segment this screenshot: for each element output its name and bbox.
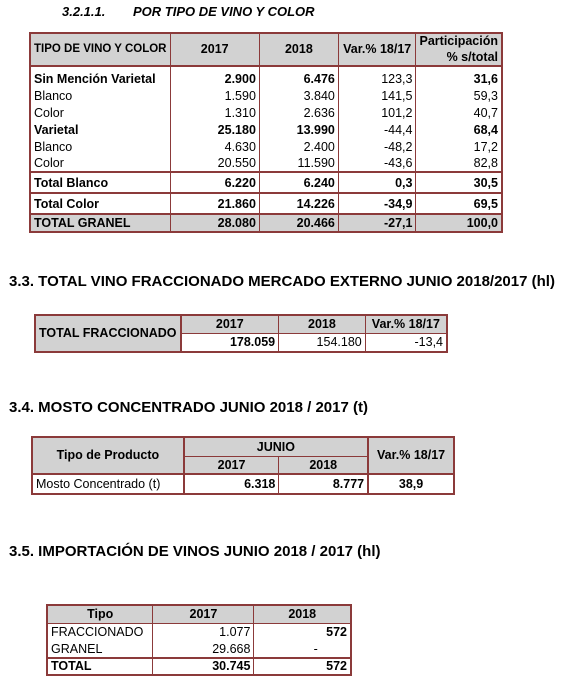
fractionated-var: -13,4 [414, 335, 443, 349]
table-row [30, 104, 502, 121]
row-2017: 4.630 [170, 138, 259, 155]
imports-row-label: FRACCIONADO [47, 623, 153, 641]
row-label: Blanco [30, 87, 170, 104]
row-part: 59,3 [473, 88, 498, 103]
grand-total-2017: 28.080 [170, 214, 259, 232]
imports-total-2018: 572 [326, 659, 347, 674]
imports-table [46, 604, 352, 676]
fractionated-header-var: Var.% 18/17 [365, 315, 447, 333]
header-participation-line2: % s/total [446, 49, 498, 64]
total-label: Total Blanco [30, 172, 170, 193]
imports-row-2018: 572 [326, 625, 347, 639]
row-label: Sin Mención Varietal [30, 70, 170, 87]
grand-total-label: TOTAL GRANEL [30, 214, 170, 232]
grand-total-2018: 20.466 [259, 214, 338, 232]
must-row-label: Mosto Concentrado (t) [32, 474, 184, 494]
header-participation-line1: Participación [419, 34, 498, 48]
row-2018: 2.400 [259, 138, 338, 155]
fractionated-header-2017: 2017 [181, 315, 279, 333]
row-label: Color [30, 104, 170, 121]
imports-total-label: TOTAL [47, 658, 153, 675]
must-header-2018: 2018 [279, 456, 368, 474]
row-2017: 20.550 [170, 155, 259, 172]
grand-total-var: -27,1 [338, 214, 416, 232]
header-2017: 2017 [170, 33, 259, 66]
imports-total-row [47, 658, 351, 675]
row-part: 40,7 [473, 105, 498, 120]
must-header-var: Var.% 18/17 [376, 448, 446, 463]
row-2017: 25.180 [170, 121, 259, 138]
table-row [47, 641, 351, 658]
row-part: 68,4 [473, 122, 498, 137]
must-header-product: Tipo de Producto [32, 437, 184, 474]
must-row-2017: 6.318 [184, 474, 279, 494]
row-var: 141,5 [338, 87, 416, 104]
section-3211-title: POR TIPO DE VINO Y COLOR [133, 4, 315, 19]
row-label: Color [30, 155, 170, 172]
header-wine-type: TIPO DE VINO Y COLOR [30, 33, 170, 66]
total-part: 30,5 [473, 175, 498, 190]
row-label: Varietal [30, 121, 170, 138]
row-var: 123,3 [338, 70, 416, 87]
row-2017: 1.590 [170, 87, 259, 104]
grand-total-part: 100,0 [466, 216, 498, 230]
must-header-group: JUNIO [184, 437, 368, 456]
row-2018: 2.636 [259, 104, 338, 121]
must-row [32, 474, 454, 494]
wine-type-color-table [29, 32, 503, 233]
section-35-title: 3.5. IMPORTACIÓN DE VINOS JUNIO 2018 / 2017 (hl) [9, 543, 381, 560]
total-row [30, 172, 502, 193]
table-row [30, 155, 502, 172]
fractionated-2018: 154.180 [279, 333, 366, 352]
row-var: -44,4 [338, 121, 416, 138]
row-2018: 6.476 [259, 70, 338, 87]
imports-row-2017: 29.668 [153, 641, 254, 658]
total-label: Total Color [30, 193, 170, 214]
imports-total-2017: 30.745 [153, 658, 254, 675]
fractionated-2017: 178.059 [181, 333, 279, 352]
total-row [30, 193, 502, 214]
grand-total-row [30, 214, 502, 232]
row-2018: 3.840 [259, 87, 338, 104]
table-row [30, 138, 502, 155]
fractionated-row-label: TOTAL FRACCIONADO [35, 315, 181, 352]
must-row-2018: 8.777 [279, 474, 368, 494]
must-row-var: 38,9 [398, 476, 424, 491]
imports-header-2017: 2017 [153, 605, 254, 623]
row-2017: 1.310 [170, 104, 259, 121]
row-var: -43,6 [338, 155, 416, 172]
table-row [30, 121, 502, 138]
section-34-title: 3.4. MOSTO CONCENTRADO JUNIO 2018 / 2017 (t) [9, 399, 368, 416]
must-table [31, 436, 455, 495]
imports-header-type: Tipo [47, 605, 153, 623]
fractionated-header-2018: 2018 [279, 315, 366, 333]
row-2017: 2.900 [170, 70, 259, 87]
row-part: 82,8 [473, 156, 498, 170]
row-2018: 11.590 [259, 155, 338, 172]
table-row [47, 623, 351, 641]
row-label: Blanco [30, 138, 170, 155]
total-part: 69,5 [473, 196, 498, 211]
total-var: 0,3 [338, 172, 416, 193]
imports-row-2018: - [313, 641, 318, 656]
section-33-title: 3.3. TOTAL VINO FRACCIONADO MERCADO EXTERNO JUNIO 2018/2017 (hl) [9, 273, 555, 290]
total-var: -34,9 [338, 193, 416, 214]
row-var: -48,2 [338, 138, 416, 155]
row-2018: 13.990 [259, 121, 338, 138]
section-3211-number: 3.2.1.1. [62, 4, 106, 19]
fractionated-table [34, 314, 448, 353]
header-participation [416, 33, 502, 66]
total-2018: 6.240 [259, 172, 338, 193]
row-part: 17,2 [473, 139, 498, 154]
total-2018: 14.226 [259, 193, 338, 214]
total-2017: 21.860 [170, 193, 259, 214]
imports-row-label: GRANEL [47, 641, 153, 658]
section-3211-heading [62, 4, 315, 19]
table-row [30, 87, 502, 104]
row-var: 101,2 [338, 104, 416, 121]
row-part: 31,6 [473, 71, 498, 86]
must-header-2017: 2017 [184, 456, 279, 474]
table-row [30, 70, 502, 87]
header-var: Var.% 18/17 [338, 33, 416, 66]
imports-header-2018: 2018 [288, 607, 317, 621]
imports-row-2017: 1.077 [153, 623, 254, 641]
header-2018: 2018 [259, 33, 338, 66]
total-2017: 6.220 [170, 172, 259, 193]
